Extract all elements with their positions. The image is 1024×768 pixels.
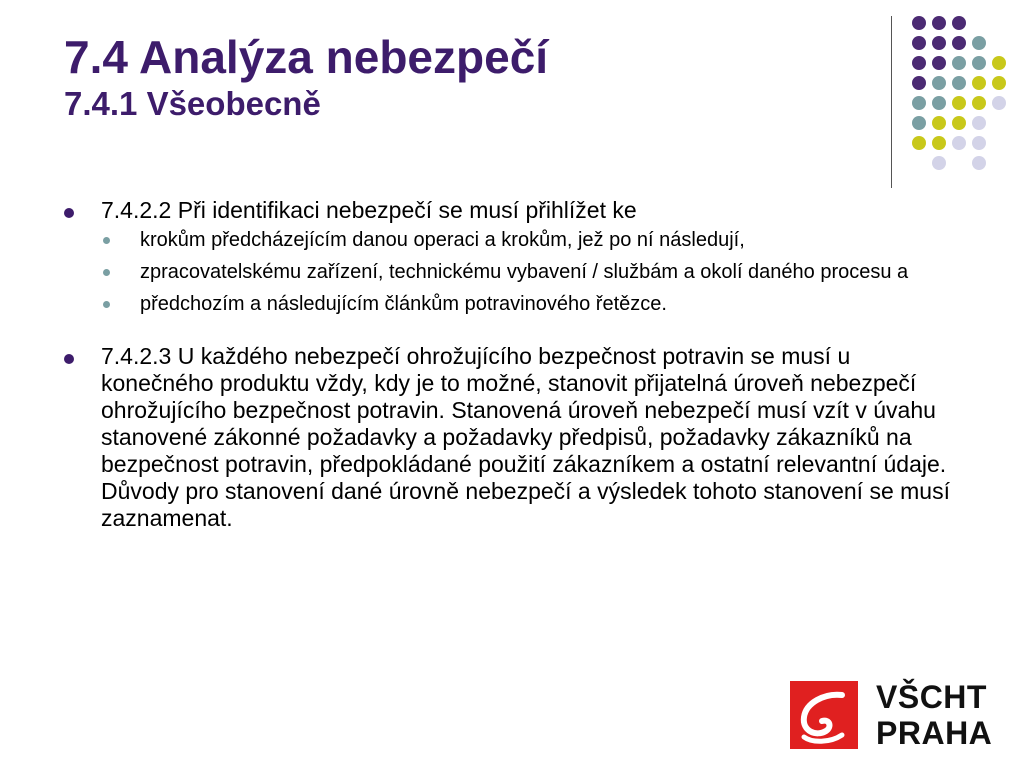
sub-bullet-text: krokům předcházejícím danou operaci a krokům, jež po ní následují, — [140, 229, 745, 251]
logo-line-1: VŠCHT — [876, 679, 987, 715]
decor-dot — [952, 136, 966, 150]
decor-dot — [992, 56, 1006, 70]
decor-dot — [972, 76, 986, 90]
decor-dot — [912, 116, 926, 130]
decor-dot — [932, 96, 946, 110]
decor-dot — [972, 156, 986, 170]
slide-title — [64, 30, 548, 124]
logo-line-2: PRAHA — [876, 715, 993, 751]
decor-dot — [912, 56, 926, 70]
decor-dot — [952, 76, 966, 90]
decor-dot — [952, 56, 966, 70]
decor-dot — [932, 36, 946, 50]
slide-title-main: 7.4 Analýza nebezpečí — [64, 31, 549, 83]
decor-dot — [972, 136, 986, 150]
decor-dot — [972, 56, 986, 70]
decor-dot — [972, 116, 986, 130]
sub-bullet-item — [101, 260, 940, 284]
sub-bullet-list — [101, 228, 954, 316]
sub-bullet-text: předchozím a následujícím článkům potravinového řetězce. — [140, 293, 667, 315]
decor-dot — [932, 56, 946, 70]
divider-line — [891, 16, 892, 188]
decor-dot — [912, 16, 926, 30]
bullet-text: 7.4.2.2 Při identifikaci nebezpečí se musí přihlížet ke — [101, 197, 637, 223]
decor-dot — [952, 96, 966, 110]
decor-dot — [932, 16, 946, 30]
decor-dot — [992, 96, 1006, 110]
decor-dot — [932, 76, 946, 90]
sub-bullet-dot-icon — [103, 237, 110, 244]
bullet-dot-icon — [64, 208, 74, 218]
decor-dot — [972, 36, 986, 50]
decor-dot — [932, 156, 946, 170]
decor-dot — [992, 76, 1006, 90]
slide-title-sub: 7.4.1 Všeobecně — [64, 85, 321, 122]
bullet-item — [64, 197, 954, 316]
dot-grid-decoration — [904, 8, 1014, 178]
bullet-text: 7.4.2.3 U každého nebezpečí ohrožujícího bezpečnost potravin se musí u konečného produktu vždy, kdy je to možné, stanovit přijatelná úroveň nebezpečí ohrožujícího bezpečnost potravin. Stanovená úroveň nebezpečí musí vzít v úvahu stanovené zákonné požadavky a požadavky předpisů, požadavky zákazníků na bezpečnost potravin, předpokládané použití zákazníkem a ostatní relevantní údaje. Důvody pro stanovení dané úrovně nebezpečí a výsledek tohoto stanovení se musí zaznamenat. — [101, 343, 950, 531]
decor-dot — [952, 16, 966, 30]
logo-text — [876, 679, 992, 751]
decor-dot — [912, 136, 926, 150]
bullet-dot-icon — [64, 354, 74, 364]
vscht-logo-mark-icon — [790, 681, 858, 749]
decor-dot — [952, 36, 966, 50]
vscht-logo — [790, 681, 1000, 751]
decor-dot — [972, 96, 986, 110]
decor-dot — [952, 116, 966, 130]
bullet-list — [64, 197, 954, 532]
sub-bullet-text: zpracovatelskému zařízení, technickému vybavení / službám a okolí daného procesu a — [140, 261, 909, 283]
bullet-item — [64, 343, 954, 532]
decor-dot — [932, 136, 946, 150]
decor-dot — [912, 96, 926, 110]
sub-bullet-dot-icon — [103, 301, 110, 308]
sub-bullet-dot-icon — [103, 269, 110, 276]
sub-bullet-item — [101, 292, 940, 316]
decor-dot — [912, 76, 926, 90]
decor-dot — [912, 36, 926, 50]
sub-bullet-item — [101, 228, 940, 252]
decor-dot — [932, 116, 946, 130]
